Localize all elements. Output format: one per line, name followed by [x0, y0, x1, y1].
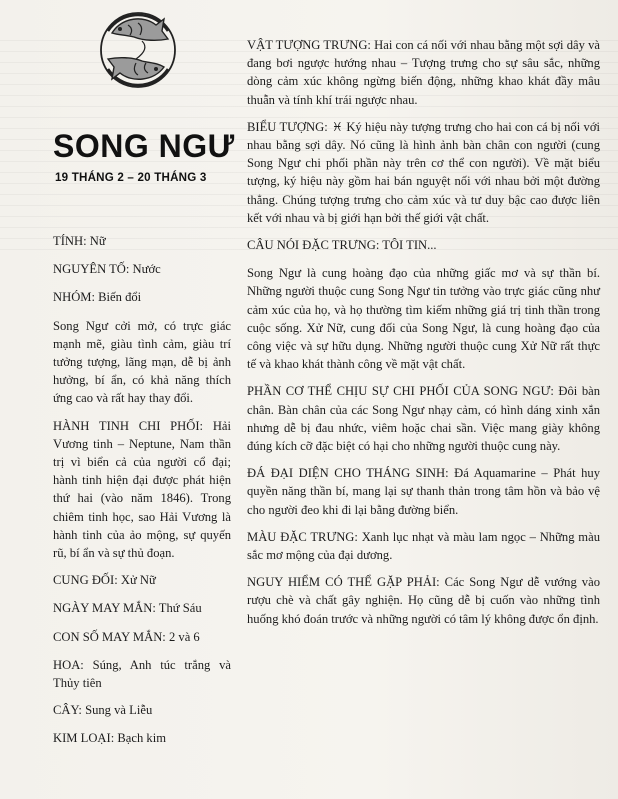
- fact-ruling-planet: [53, 417, 231, 563]
- fact-value: Xanh lục nhạt và màu lam ngọc – Những màu sắc mơ mộng của đại dương.: [247, 529, 600, 563]
- fact-label: CUNG ĐỐI:: [53, 573, 118, 588]
- fact-value: Súng, Anh túc trắng và Thủy tiên: [53, 657, 231, 691]
- fact-value: Đôi bàn chân. Bàn chân của các Song Ngư nhạy cảm, có hình dáng xinh xắn nhưng dễ bị đau nhức, viêm hoặc chai sần. Việc mang giày không đúng kích cỡ đặc biệt có hại cho những người thuộc cung này.: [247, 384, 600, 454]
- fact-value: Nước: [129, 262, 161, 277]
- fact-metal: [53, 729, 231, 747]
- fact-value: Nữ: [86, 234, 106, 248]
- fact-value: Bạch kim: [114, 731, 166, 746]
- fact-value: Ký hiệu này tượng trưng cho hai con cá bị nối với nhau bằng sợi dây. Nó cũng là hình ảnh bàn chân con người (cung Song Ngư chi phối phần này trên cơ thể con người). Về mặt biểu tượng, ký hiệu này gồm hai bán nguyệt nối với nhau bởi một đường thẳng. Chúng tượng trưng cho cảm xúc và tư duy bậc cao được liên kết với nhau và bị giới hạn bởi thế giới vật chất.: [247, 119, 600, 225]
- left-column: [53, 232, 231, 758]
- right-column: [247, 36, 600, 637]
- fact-value: 2 và 6: [165, 629, 200, 644]
- fact-group: [53, 288, 231, 306]
- fact-motto-heading: [247, 236, 600, 254]
- fact-lucky-number: [53, 628, 231, 646]
- fact-colors: [247, 528, 600, 564]
- fact-value: Đá Aquamarine – Phát huy quyền năng thần bí, mang lại sự thanh thản trong tâm hồn và bảo vệ cho người đeo khi đi lại bằng đường biển.: [247, 466, 600, 517]
- pisces-glyph-icon: ♓: [327, 119, 343, 134]
- fact-label: ĐÁ ĐẠI DIỆN CHO THÁNG SINH:: [247, 466, 449, 481]
- fact-element: [53, 260, 231, 278]
- paragraph-text: Song Ngư là cung hoàng đạo của những giấc mơ và sự thần bí. Những người thuộc cung Song Ngư tin tưởng vào trực giác cũng như cảm xúc của họ, và họ thường tìm kiếm những giá trị tinh thần trong cuộc sống. Xử Nữ, cung đối của Song Ngư, là cung hoàng đạo của công việc và sự hữu dụng. Những người thuộc cung Xử Nữ rất thực tế và khao khát thành công về mặt vật chất.: [247, 266, 600, 372]
- motto-paragraph: [247, 264, 600, 373]
- fact-label: HOA:: [53, 657, 84, 672]
- fact-label: KIM LOẠI:: [53, 731, 115, 746]
- fact-label: PHẦN CƠ THỂ CHỊU SỰ CHI PHỐI CỦA SONG NGƯ:: [247, 384, 554, 399]
- fact-value: Các Song Ngư dễ vướng vào rượu chè và chất gây nghiện. Họ cũng dễ bị cuốn vào những tình huống khó đoán trước và những người có tâm lý không được ổn định.: [247, 575, 600, 626]
- sign-title: SONG NGƯ: [53, 128, 235, 164]
- fact-flowers: [53, 656, 231, 692]
- fact-gender: [53, 232, 231, 250]
- fact-trees: [53, 701, 231, 719]
- fact-body-part: [247, 382, 600, 455]
- fact-value: Xử Nữ: [117, 573, 156, 588]
- fact-label: BIỂU TƯỢNG:: [247, 119, 328, 134]
- fact-value: Hải Vương tinh – Neptune, Nam thần trị vì biển cả của người cổ đại; hành tinh hiện đại được phát hiện thứ hai (vào năm 1846). Trong chiêm tinh học, sao Hải Vương là hành tinh của ảo mộng, sự quyến rũ, bí ẩn và sự thủ đoạn.: [53, 418, 231, 561]
- fact-dangers: [247, 573, 600, 628]
- fact-label: HÀNH TINH CHI PHỐI:: [53, 418, 204, 433]
- fact-label: CÂY:: [53, 703, 82, 718]
- fact-label: VẬT TƯỢNG TRƯNG:: [247, 38, 371, 52]
- pisces-two-fish-icon: [98, 3, 178, 95]
- personality-paragraph: [53, 317, 231, 408]
- fact-opposite-sign: [53, 571, 231, 589]
- fact-label: CON SỐ MAY MẮN:: [53, 629, 166, 644]
- fact-label: CÂU NÓI ĐẶC TRƯNG: TÔI TIN...: [247, 238, 437, 253]
- fact-value: Thứ Sáu: [155, 601, 202, 616]
- fact-label: NGUY HIỂM CÓ THỂ GẶP PHẢI:: [247, 575, 440, 590]
- paragraph-text: Song Ngư cởi mở, có trực giác mạnh mẽ, giàu tình cảm, giàu trí tưởng tượng, lãng mạn, dễ bị ảnh hưởng, bí ẩn, có khả năng thích ứng cao và rất hay thay đổi.: [53, 318, 231, 406]
- fact-label: NHÓM:: [53, 290, 95, 305]
- fact-symbol-object: [247, 36, 600, 109]
- fact-value: Sung và Liễu: [81, 703, 153, 718]
- fact-value: Hai con cá nối với nhau bằng một sợi dây và đang bơi ngược hướng nhau – Tượng trưng cho sự sâu sắc, những dòng cảm xúc không ngừng biến động, những khao khát đầy mâu thuẫn và tính khí trái ngược nhau.: [247, 38, 600, 107]
- fact-label: TÍNH:: [53, 234, 87, 248]
- fact-label: MÀU ĐẶC TRƯNG:: [247, 529, 358, 544]
- sign-dates: 19 THÁNG 2 – 20 THÁNG 3: [55, 171, 207, 184]
- fact-lucky-day: [53, 599, 231, 617]
- fact-value: Biến đổi: [94, 290, 142, 305]
- fact-label: NGUYÊN TỐ:: [53, 262, 130, 277]
- fact-birthstone: [247, 464, 600, 519]
- fact-glyph: [247, 118, 600, 227]
- fact-label: NGÀY MAY MẮN:: [53, 601, 156, 616]
